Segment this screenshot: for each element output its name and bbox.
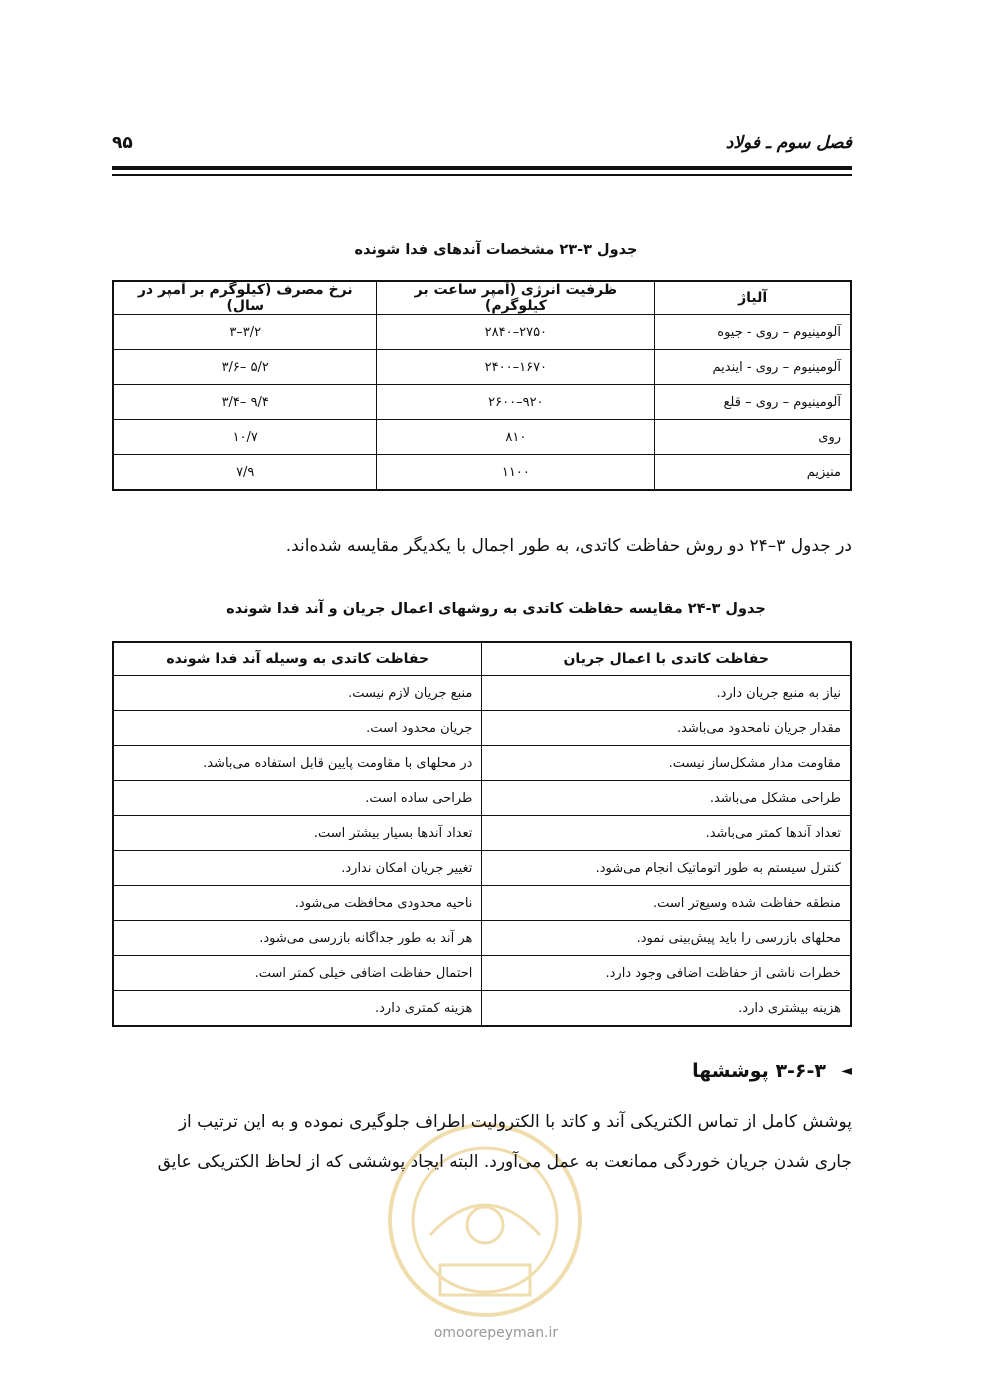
table-cell: ۱۰/۷ bbox=[113, 420, 377, 455]
table-header-cell: حفاظت کاتدی با اعمال جریان bbox=[482, 642, 851, 676]
table-cell: در محلهای با مقاومت پایین قابل استفاده می‌باشد. bbox=[113, 746, 482, 781]
table-header-cell: ظرفیت انرژی (آمپر ساعت بر کیلوگرم) bbox=[377, 281, 655, 315]
page-number: ۹۵ bbox=[112, 133, 133, 153]
table-cell: هزینه کمتری دارد. bbox=[113, 991, 482, 1027]
table-cell: آلومینیوم – روی – قلع bbox=[655, 385, 851, 420]
table-header-cell: آلیاژ bbox=[655, 281, 851, 315]
anode-specs-table bbox=[112, 280, 852, 491]
table-row bbox=[113, 711, 851, 746]
table-cell: مقاومت مدار مشکل‌ساز نیست. bbox=[482, 746, 851, 781]
table-row bbox=[113, 420, 851, 455]
table-cell: منیزیم bbox=[655, 455, 851, 491]
table-cell: ۵/۲ –۳/۶ bbox=[113, 350, 377, 385]
table-cell: ۸۱۰ bbox=[377, 420, 655, 455]
table-header-row bbox=[113, 281, 851, 315]
table-row bbox=[113, 921, 851, 956]
table-cell: هر آند به طور جداگانه بازرسی می‌شود. bbox=[113, 921, 482, 956]
table-cell: ناحیه محدودی محافظت می‌شود. bbox=[113, 886, 482, 921]
table-cell: ۷/۹ bbox=[113, 455, 377, 491]
table-cell: خطرات ناشی از حفاظت اضافی وجود دارد. bbox=[482, 956, 851, 991]
paragraph-line: پوشش کامل از تماس الکتریکی آند و کاتد با الکترولیت اطراف جلوگیری نموده و به این ترتیب از bbox=[178, 1112, 852, 1132]
table-cell: ۱۱۰۰ bbox=[377, 455, 655, 491]
table-cell: ۲۷۵۰–۲۸۴۰ bbox=[377, 315, 655, 350]
table-row bbox=[113, 956, 851, 991]
table-cell: ۹/۴ –۳/۴ bbox=[113, 385, 377, 420]
table-row bbox=[113, 315, 851, 350]
section-title: ۳-۶-۳ پوششها bbox=[692, 1060, 826, 1082]
table-cell: ۳/۲–۳ bbox=[113, 315, 377, 350]
intro-paragraph: در جدول ۳–۲۴ دو روش حفاظت کاتدی، به طور اجمال با یکدیگر مقایسه شده‌اند. bbox=[285, 536, 852, 556]
paragraph-line: جاری شدن جریان خوردگی ممانعت به عمل می‌آورد. البته ایجاد پوششی که از لحاظ الکتریکی عایق bbox=[157, 1152, 852, 1172]
section-heading bbox=[692, 1060, 852, 1082]
table-cell: منبع جریان لازم نیست. bbox=[113, 676, 482, 711]
table-row bbox=[113, 350, 851, 385]
table1-caption: جدول ۳-۲۳ مشخصات آندهای فدا شونده bbox=[354, 242, 638, 258]
table-cell: محلهای بازرسی را باید پیش‌بینی نمود. bbox=[482, 921, 851, 956]
table-header-row bbox=[113, 642, 851, 676]
chapter-title: فصل سوم ـ فولاد bbox=[725, 133, 852, 153]
table-cell: تعداد آندها کمتر می‌باشد. bbox=[482, 816, 851, 851]
table-row bbox=[113, 886, 851, 921]
table-cell: کنترل سیستم به طور اتوماتیک انجام می‌شود. bbox=[482, 851, 851, 886]
table-header-cell: نرخ مصرف (کیلوگرم بر آمپر در سال) bbox=[113, 281, 377, 315]
table-row bbox=[113, 385, 851, 420]
table-row bbox=[113, 816, 851, 851]
table-row bbox=[113, 746, 851, 781]
table-row bbox=[113, 991, 851, 1027]
table-row bbox=[113, 455, 851, 491]
table-cell: احتمال حفاظت اضافی خیلی کمتر است. bbox=[113, 956, 482, 991]
table-cell: منطقه حفاظت شده وسیع‌تر است. bbox=[482, 886, 851, 921]
header-rule-thick bbox=[112, 166, 852, 170]
table-cell: جریان محدود است. bbox=[113, 711, 482, 746]
watermark-text: omoorepeyman.ir bbox=[433, 1325, 559, 1341]
table-cell: ۹۲۰–۲۶۰۰ bbox=[377, 385, 655, 420]
header-rule-thin bbox=[112, 174, 852, 176]
table-row bbox=[113, 851, 851, 886]
table-cell: تغییر جریان امکان ندارد. bbox=[113, 851, 482, 886]
table-cell: آلومینیوم – روی - ایندیم bbox=[655, 350, 851, 385]
watermark-seal-icon bbox=[370, 1115, 600, 1330]
table-cell: طراحی ساده است. bbox=[113, 781, 482, 816]
table-cell: نیاز به منبع جریان دارد. bbox=[482, 676, 851, 711]
table-row bbox=[113, 781, 851, 816]
table-row bbox=[113, 676, 851, 711]
table-cell: مقدار جریان نامحدود می‌باشد. bbox=[482, 711, 851, 746]
table-header-cell: حفاظت کاتدی به وسیله آند فدا شونده bbox=[113, 642, 482, 676]
table-cell: ۱۶۷۰–۲۴۰۰ bbox=[377, 350, 655, 385]
table-cell: طراحی مشکل می‌باشد. bbox=[482, 781, 851, 816]
table-cell: روی bbox=[655, 420, 851, 455]
table-cell: هزینه بیشتری دارد. bbox=[482, 991, 851, 1027]
table2-caption: جدول ۳-۲۴ مقایسه حفاظت کاتدی به روشهای اعمال جریان و آند فدا شونده bbox=[226, 601, 766, 617]
bullet-arrow-icon: ◄ bbox=[841, 1063, 852, 1079]
cathodic-protection-comparison-table bbox=[112, 641, 852, 1027]
table-cell: آلومینیوم – روی - جیوه bbox=[655, 315, 851, 350]
table-cell: تعداد آندها بسیار بیشتر است. bbox=[113, 816, 482, 851]
